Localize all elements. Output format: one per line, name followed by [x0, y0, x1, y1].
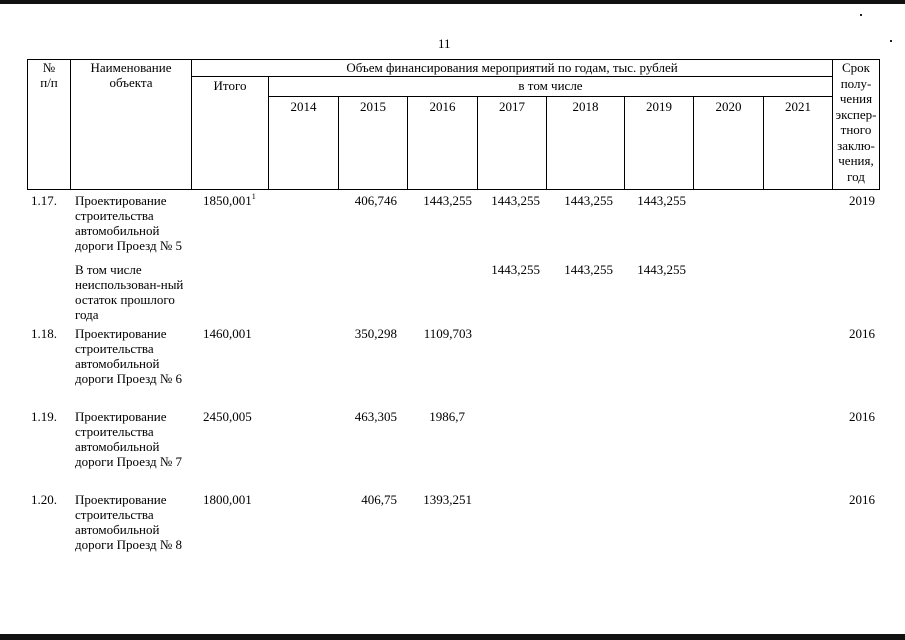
row-value-2015: 463,305: [354, 409, 397, 424]
row-total: 1800,001: [203, 492, 252, 507]
row-value-2016: 1393,251: [423, 492, 472, 507]
page-number: 11: [438, 36, 451, 51]
row-term: 2016: [849, 326, 875, 341]
row-number: 1.18.: [31, 326, 57, 341]
header-year-2017: 2017: [499, 99, 525, 114]
row-term: 2016: [849, 409, 875, 424]
row-object-name: Проектирование строительства автомобильной дороги Проезд № 8: [75, 492, 183, 552]
bottom-border: [0, 634, 905, 640]
table-header: [27, 59, 880, 190]
row-value-2016: 1986,7: [429, 409, 465, 424]
header-object-name: Наименование объекта: [90, 60, 172, 90]
row-value-2019: 1443,255: [637, 262, 686, 277]
row-value-2018: 1443,255: [564, 193, 613, 208]
row-object-name: В том числе неиспользован-ный остаток прошлого года: [75, 262, 184, 322]
scan-speck: [860, 14, 862, 16]
row-value-2016: 1443,255: [423, 193, 472, 208]
row-total: 2450,005: [203, 409, 252, 424]
header-year-2016: 2016: [429, 99, 456, 114]
header-financing-volume: Объем финансирования мероприятий по годам, тыс. рублей: [346, 60, 678, 75]
row-value-2016: 1109,703: [423, 326, 472, 341]
grid-line: [879, 59, 880, 190]
grid-line: [191, 76, 832, 77]
header-year-2019: 2019: [646, 99, 672, 114]
header-expert-term: Срок полу- чения экспер- тного заклю- чения, год: [835, 60, 877, 184]
header-year-2014: 2014: [290, 99, 317, 114]
footnote-mark: 1: [251, 192, 256, 201]
header-number: № п/п: [40, 60, 58, 90]
row-number: 1.19.: [31, 409, 57, 424]
row-total: 1460,001: [203, 326, 252, 341]
header-year-2015: 2015: [360, 99, 386, 114]
top-border: [0, 0, 905, 4]
row-value-2015: 406,746: [354, 193, 397, 208]
header-year-2021: 2021: [785, 99, 811, 114]
row-object-name: Проектирование строительства автомобильной дороги Проезд № 7: [75, 409, 183, 469]
row-total: 1850,001$^1$: [203, 192, 256, 208]
header-year-2018: 2018: [572, 99, 599, 114]
row-term: 2016: [849, 492, 875, 507]
row-term: 2019: [849, 193, 875, 208]
row-object-name: Проектирование строительства автомобильной дороги Проезд № 6: [75, 326, 183, 386]
header-including: в том числе: [518, 78, 583, 93]
row-value-2015: 406,75: [361, 492, 397, 507]
row-number: 1.17.: [31, 193, 57, 208]
scan-speck: [890, 40, 892, 42]
row-value-2017: 1443,255: [491, 193, 540, 208]
row-number: 1.20.: [31, 492, 57, 507]
grid-line: [268, 96, 832, 97]
grid-line: [268, 76, 269, 190]
grid-line: [27, 189, 880, 190]
row-value-2015: 350,298: [354, 326, 397, 341]
row-object-name: Проектирование строительства автомобильной дороги Проезд № 5: [75, 193, 183, 253]
row-value-2019: 1443,255: [637, 193, 686, 208]
row-value-2017: 1443,255: [491, 262, 540, 277]
header-total: Итого: [213, 78, 247, 93]
row-value-2018: 1443,255: [564, 262, 613, 277]
header-year-2020: 2020: [715, 99, 742, 114]
